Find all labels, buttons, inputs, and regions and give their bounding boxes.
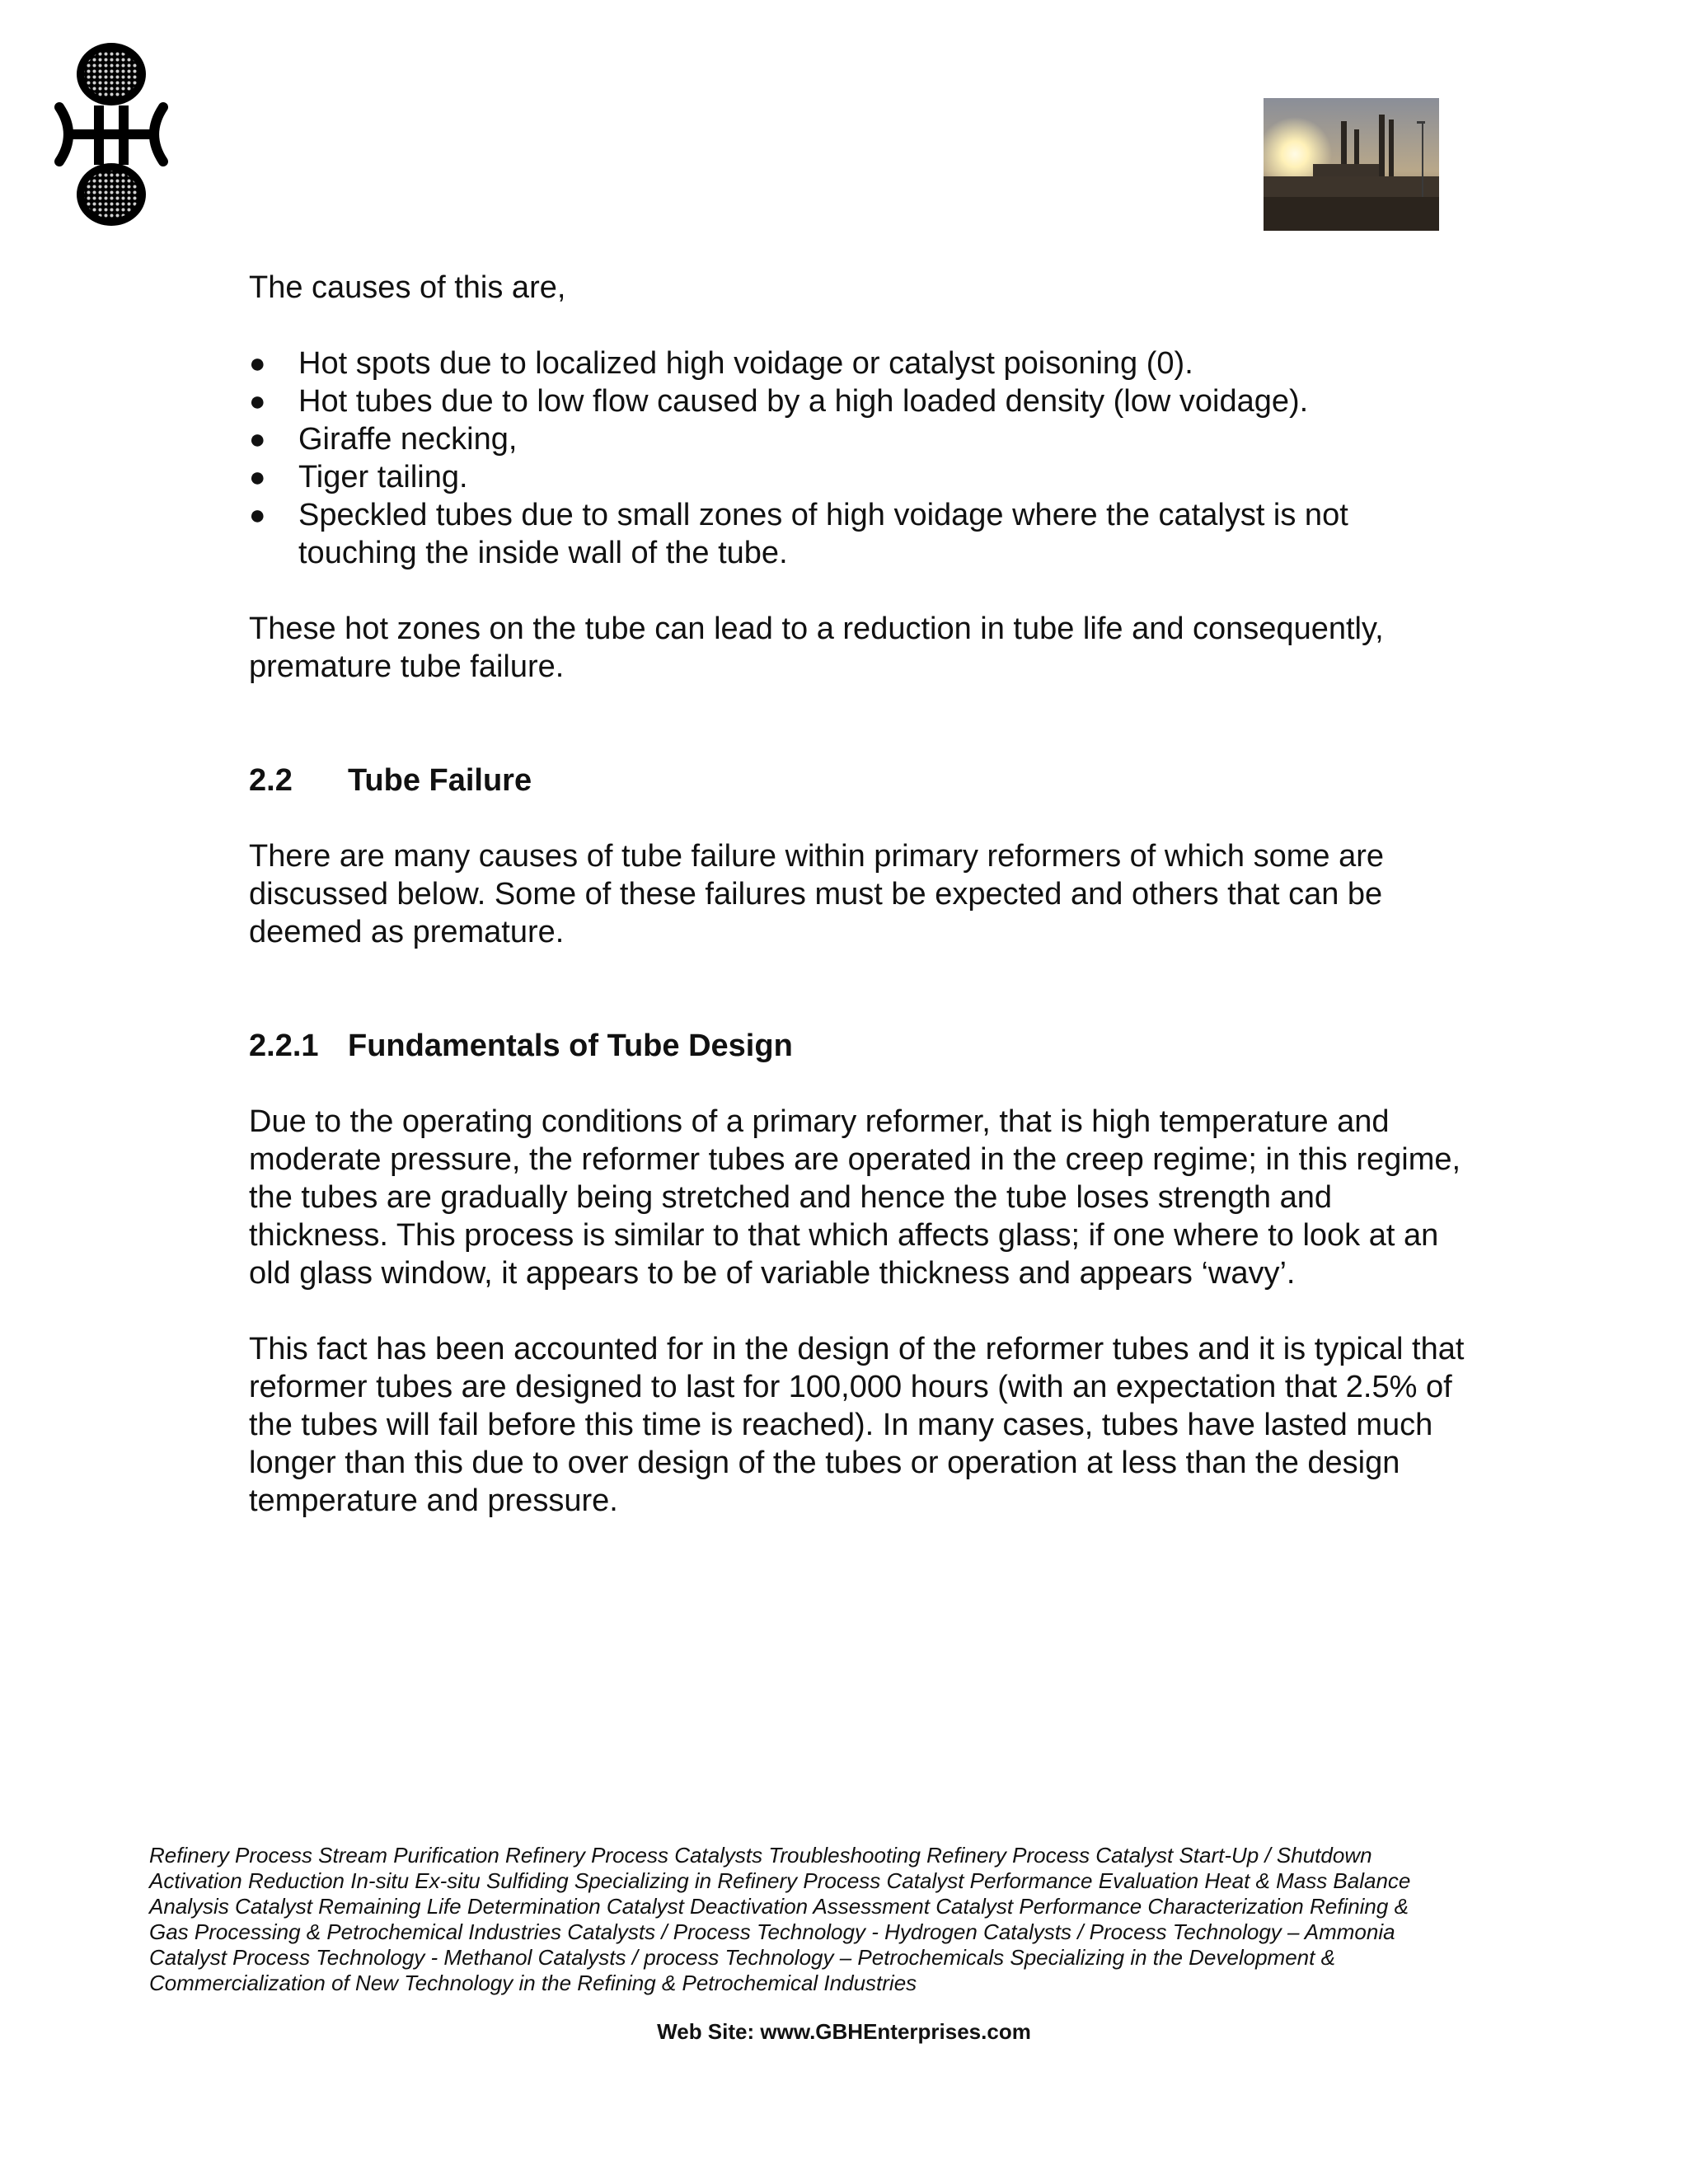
hot-zones-paragraph: These hot zones on the tube can lead to a reduction in tube life and consequently, premature tube failure. (249, 612, 1384, 684)
list-item (249, 496, 1469, 572)
section-title: Tube Failure (348, 763, 532, 798)
tube-design-paragraph-2: This fact has been accounted for in the design of the reformer tubes and it is typical that reformer tubes are designed to last for 100,000 hours (with an expectation that 2.5% of the tubes will fail before this time is reached). In many cases, tubes have lasted much longer than this due to over design of the tubes or operation at less than the design temperature and pressure. (249, 1332, 1465, 1518)
list-item-text: Speckled tubes due to small zones of high voidage where the catalyst is not touching the inside wall of the tube. (298, 498, 1348, 570)
bullet-icon: ● (249, 424, 266, 455)
gbh-logo-icon (51, 40, 171, 229)
list-item (249, 458, 1469, 496)
tube-design-paragraph-1: Due to the operating conditions of a primary reformer, that is high temperature and moderate pressure, the reformer tubes are operated in the creep regime; in this regime, the tubes are gradually being stretched and hence the tube loses strength and thickness. This process is similar to that which affects glass; if one where to look at an old glass window, it appears to be of variable thickness and appears ‘wavy’. (249, 1104, 1461, 1291)
refinery-sunset-photo (1264, 98, 1439, 231)
intro-text: The causes of this are, (249, 270, 566, 305)
section-heading-2-2 (249, 762, 1469, 799)
tube-failure-paragraph: There are many causes of tube failure within primary reformers of which some are discussed below. Some of these failures must be expected and others that can be deemed as premature. (249, 839, 1384, 949)
bullet-icon: ● (249, 386, 266, 417)
causes-list (249, 344, 1469, 572)
list-item-text: Hot spots due to localized high voidage or catalyst poisoning (0). (298, 346, 1193, 381)
list-item (249, 344, 1469, 382)
list-item-text: Hot tubes due to low flow caused by a high loaded density (low voidage). (298, 384, 1309, 419)
section-title: Fundamentals of Tube Design (348, 1029, 793, 1063)
section-number: 2.2.1 (249, 1029, 319, 1063)
bullet-icon: ● (249, 499, 266, 531)
section-heading-2-2-1 (249, 1027, 1469, 1065)
list-item-text: Giraffe necking, (298, 422, 518, 457)
list-item (249, 420, 1469, 458)
section-number: 2.2 (249, 763, 293, 798)
footer-website: Web Site: www.GBHEnterprises.com (657, 2019, 1031, 2044)
list-item (249, 382, 1469, 420)
document-body (249, 269, 1469, 1558)
bullet-icon: ● (249, 462, 266, 493)
list-item-text: Tiger tailing. (298, 460, 468, 494)
bullet-icon: ● (249, 348, 266, 379)
footer-services-text: Refinery Process Stream Purification Refinery Process Catalysts Troubleshooting Refinery Process Catalyst Start-Up / Shutdown Activation Reduction In-situ Ex-situ Sulfiding Specializing in Refinery Process Catalyst Performance Evaluation Heat & Mass Balance Analysis Catalyst Remaining Life Determination Catalyst Deactivation Assessment Catalyst Performance Characterization Refining & Gas Processing & Petrochemical Industries Catalysts / Process Technology - Hydrogen Catalysts / Process Technology – Ammonia Catalyst Process Technology - Methanol Catalysts / process Technology – Petrochemicals Specializing in the Development & Commercialization of New Technology in the Refining & Petrochemical Industries (149, 1843, 1411, 1995)
